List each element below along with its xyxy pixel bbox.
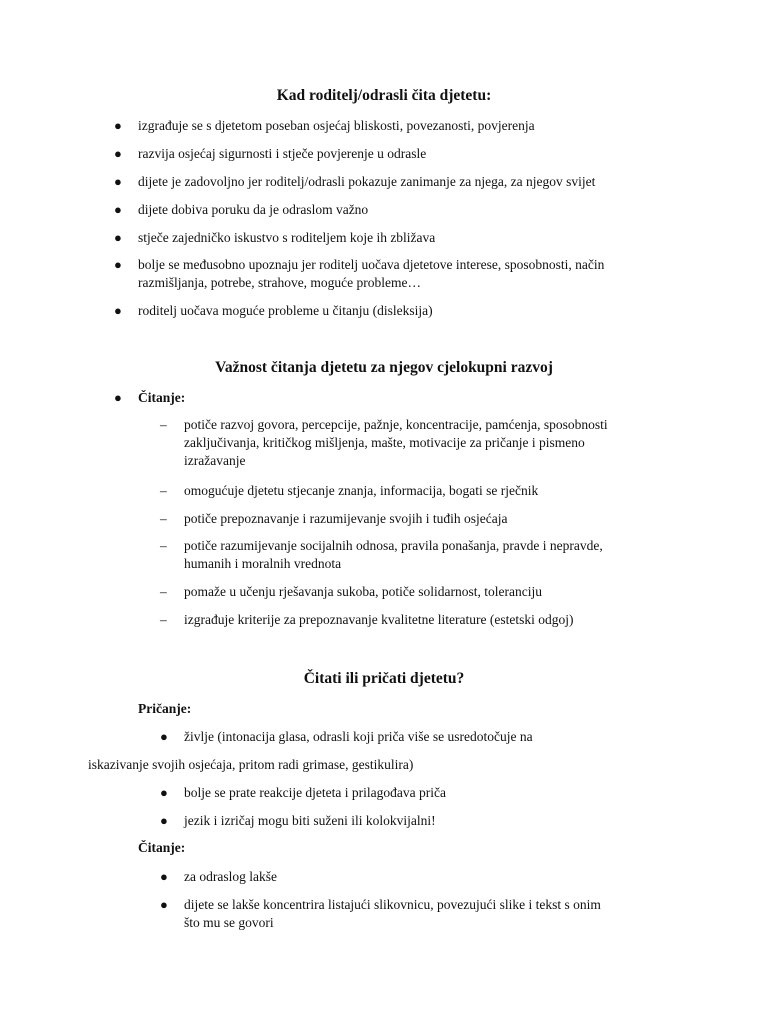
list-item-text: razvija osjećaj sigurnosti i stječe povjerenje u odrasle [138, 146, 427, 161]
list-item-text: jezik i izričaj mogu biti suženi ili kolokvijalni! [184, 813, 436, 828]
list-item-text: razmišljanja, potrebe, strahove, moguće probleme… [138, 275, 422, 290]
list-item-text: potiče prepoznavanje i razumijevanje svojih i tuđih osjećaja [184, 511, 508, 526]
list-item-text: roditelj uočava moguće probleme u čitanju (disleksija) [138, 303, 433, 318]
bullet-icon: ● [160, 813, 168, 828]
list-item-text: što mu se govori [184, 915, 274, 930]
section2-heading: Važnost čitanja djetetu za njegov cjelokupni razvoj [215, 359, 553, 376]
list-item-text: dijete dobiva poruku da je odraslom važno [138, 202, 369, 217]
list-item-text: za odraslog lakše [184, 869, 277, 884]
list-item-text: bolje se prate reakcije djeteta i prilagođava priča [184, 785, 446, 800]
list-item-text: dijete je zadovoljno jer roditelj/odrasli pokazuje zanimanje za njega, za njegov svijet [138, 174, 596, 189]
bullet-icon: ● [114, 390, 122, 405]
dash-icon: – [160, 417, 167, 432]
citanje-label-2: Čitanje: [138, 840, 186, 855]
bullet-icon: ● [114, 303, 122, 318]
bullet-icon: ● [160, 897, 168, 912]
dash-icon: – [160, 483, 167, 498]
bullet-icon: ● [114, 174, 122, 189]
pricanje-label: Pričanje: [138, 701, 192, 716]
section3-heading: Čitati ili pričati djetetu? [303, 670, 465, 687]
list-item-text: omogućuje djetetu stjecanje znanja, informacija, bogati se rječnik [184, 483, 539, 498]
dash-icon: – [160, 538, 167, 553]
list-item-text: izgrađuje se s djetetom poseban osjećaj bliskosti, povezanosti, povjerenja [138, 118, 535, 133]
list-item-text: dijete se lakše koncentrira listajući slikovnicu, povezujući slike i tekst s onim [184, 897, 601, 912]
bullet-icon: ● [160, 729, 168, 744]
dash-icon: – [160, 511, 167, 526]
citanje-label: Čitanje: [138, 390, 186, 405]
section1-heading: Kad roditelj/odrasli čita djetetu: [276, 87, 492, 104]
bullet-icon: ● [114, 146, 122, 161]
list-item-text: izražavanje [184, 453, 246, 468]
bullet-icon: ● [160, 785, 168, 800]
list-item-text: humanih i moralnih vrednota [184, 556, 342, 571]
dash-icon: – [160, 612, 167, 627]
list-item-text: stječe zajedničko iskustvo s roditeljem koje ih zbližava [138, 230, 436, 245]
pricanje-item: življe (intonacija glasa, odrasli koji priča više se usredotočuje na [184, 729, 533, 744]
list-item-text: bolje se međusobno upoznaju jer roditelj uočava djetetove interese, sposobnosti, način [138, 257, 605, 272]
bullet-icon: ● [114, 230, 122, 245]
bullet-icon: ● [160, 869, 168, 884]
list-item-text: zaključivanja, kritičkog mišljenja, mašte, motivacije za pričanje i pismeno [184, 435, 585, 450]
pricanje-item-continued: iskazivanje svojih osjećaja, pritom radi grimase, gestikulira) [88, 757, 414, 772]
list-item-text: izgrađuje kriterije za prepoznavanje kvalitetne literature (estetski odgoj) [184, 612, 574, 627]
list-item-text: pomaže u učenju rješavanja sukoba, potiče solidarnost, toleranciju [184, 584, 543, 599]
bullet-icon: ● [114, 202, 122, 217]
list-item-text: potiče razvoj govora, percepcije, pažnje, koncentracije, pamćenja, sposobnosti [184, 417, 608, 432]
bullet-icon: ● [114, 118, 122, 133]
dash-icon: – [160, 584, 167, 599]
bullet-icon: ● [114, 257, 122, 272]
list-item-text: potiče razumijevanje socijalnih odnosa, pravila ponašanja, pravde i nepravde, [184, 538, 603, 553]
